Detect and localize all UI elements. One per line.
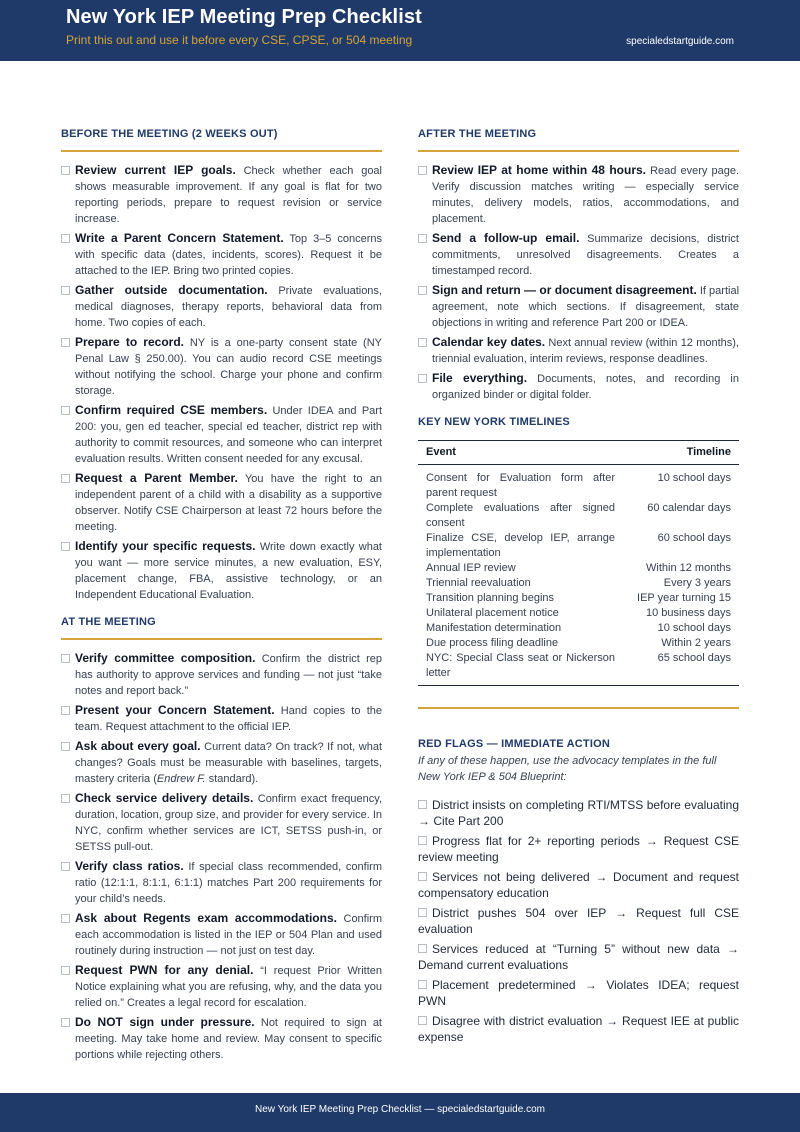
checklist-item-text: Current data? On track? If not, what changes? Goals must be measurable with baselines, targets, mastery criteria ( <box>75 741 382 785</box>
checklist-item-heading: Review current IEP goals. <box>75 163 236 177</box>
event-cell: Transition planning begins <box>426 592 555 604</box>
red-flag-text: Services reduced at “Turning 5” without new data → Demand current evaluations <box>418 942 739 972</box>
red-flag-text: District insists on completing RTI/MTSS before evaluating → Cite Part 200 <box>418 798 739 828</box>
event-cell: Due process filing deadline <box>426 637 559 649</box>
checklist-item-text: Documents, notes, and recording in organized binder or digital folder. <box>432 373 739 401</box>
red-flags-list <box>418 797 739 1045</box>
event-cell: Annual IEP review <box>426 562 516 574</box>
checklist-item-heading: Verify class ratios. <box>75 859 184 873</box>
timeline-cell: 65 school days <box>623 651 739 686</box>
event-cell: Finalize CSE, develop IEP, arrange implementation <box>426 532 615 559</box>
table-row <box>418 621 739 636</box>
section-divider <box>418 707 739 709</box>
red-flag-item <box>418 977 739 1009</box>
checklist-item <box>61 538 382 603</box>
section-divider <box>418 150 739 152</box>
checklist-item <box>61 1014 382 1063</box>
after-section-title: AFTER THE MEETING <box>418 128 537 140</box>
timeline-cell: 60 calendar days <box>647 502 731 514</box>
checklist-item-text: Next annual review (within 12 months), triennial evaluation, interim reviews, response deadlines. <box>432 337 739 365</box>
table-row <box>418 606 739 621</box>
event-cell: Consent for Evaluation form after parent request <box>426 472 615 499</box>
checkbox[interactable] <box>418 980 427 989</box>
checkbox[interactable] <box>61 862 70 871</box>
during-checklist <box>61 650 382 1063</box>
checklist-item <box>61 162 382 227</box>
checklist-item-heading: Sign and return — or document disagreement. <box>432 283 697 297</box>
checkbox[interactable] <box>418 374 427 383</box>
page-title: New York IEP Meeting Prep Checklist <box>66 6 422 28</box>
checkbox[interactable] <box>61 406 70 415</box>
checkbox[interactable] <box>418 944 427 953</box>
checklist-item-text: Summarize decisions, district commitments, unresolved disagreements. Creates a timestamped record. <box>432 233 739 277</box>
checklist-item-heading: Request PWN for any denial. <box>75 963 254 977</box>
left-column <box>61 128 382 1066</box>
before-checklist <box>61 162 382 603</box>
column-header-timeline: Timeline <box>623 441 739 465</box>
checkbox[interactable] <box>61 706 70 715</box>
checklist-item-text: Under IDEA and Part 200: you, gen ed teacher, special ed teacher, district rep with authority to commit resources, and someone who can interpret evaluation results. Written consent needed for any excusal. <box>75 405 382 465</box>
event-cell: Triennial reevaluation <box>426 577 531 589</box>
timelines-section-title: KEY NEW YORK TIMELINES <box>418 416 570 428</box>
footer-text: New York IEP Meeting Prep Checklist — specialedstartguide.com <box>255 1104 545 1115</box>
checklist-item <box>61 402 382 467</box>
checklist-item-text: Read every page. Verify discussion matches writing — especially service minutes, delivery models, ratios, accommodations, and placement. <box>432 165 739 225</box>
checklist-item-text: Confirm exact frequency, duration, location, group size, and provider for every service. In NYC, confirm whether services are ICT, SETSS push-in, or SETSS pull-out. <box>75 793 382 853</box>
red-flag-text: Placement predetermined → Violates IDEA; request PWN <box>418 978 739 1008</box>
checkbox[interactable] <box>61 1018 70 1027</box>
checklist-item-heading: Verify committee composition. <box>75 651 256 665</box>
checklist-item-heading: Review IEP at home within 48 hours. <box>432 163 647 177</box>
checkbox[interactable] <box>418 166 427 175</box>
checkbox[interactable] <box>61 286 70 295</box>
timeline-cell: 10 business days <box>646 607 731 619</box>
red-flag-text: Services not being delivered → Document and request compensatory education <box>418 870 739 900</box>
table-row <box>418 651 739 686</box>
checklist-item-text: Check whether each goal shows measurable improvement. If any goal is flat for two reporting periods, prepare to request revision or service increase. <box>75 165 382 225</box>
checklist-item <box>61 230 382 279</box>
timeline-cell: Within 12 months <box>646 562 731 574</box>
checklist-item <box>61 282 382 331</box>
after-checklist <box>418 162 739 403</box>
checklist-item-text: If partial agreement, note which sections. If disagreement, state objections in writing and reference Part 200 or IDEA. <box>432 285 740 329</box>
table-row <box>418 531 739 561</box>
checklist-item-heading: Check service delivery details. <box>75 791 254 805</box>
before-section-title: BEFORE THE MEETING (2 WEEKS OUT) <box>61 128 278 140</box>
event-cell: Complete evaluations after signed consent <box>426 502 615 529</box>
checkbox[interactable] <box>418 1016 427 1025</box>
timeline-cell: 10 school days <box>657 472 731 484</box>
checklist-item-text: Confirm the district rep has authority to approve services and funding — not just “take notes and report back.” <box>75 653 383 697</box>
checklist-item-heading: Calendar key dates. <box>432 335 546 349</box>
checkbox[interactable] <box>418 234 427 243</box>
checklist-item-text: Top 3–5 concerns with specific data (dates, incidents, scores). Request it be attached to the IEP. Bring two printed copies. <box>75 233 382 277</box>
timeline-cell: IEP year turning 15 <box>637 592 731 604</box>
checklist-item-heading: Write a Parent Concern Statement. <box>75 231 284 245</box>
checkbox[interactable] <box>61 474 70 483</box>
checklist-item-text: Hand copies to the team. Request attachment to the official IEP. <box>75 705 382 733</box>
checkbox[interactable] <box>418 836 427 845</box>
section-divider <box>61 150 382 152</box>
case-citation: Endrew F. <box>156 773 206 785</box>
section-divider <box>61 638 382 640</box>
checklist-item-heading: Send a follow-up email. <box>432 231 580 245</box>
checkbox[interactable] <box>418 338 427 347</box>
checkbox[interactable] <box>61 742 70 751</box>
page-footer <box>0 1093 800 1132</box>
checkbox[interactable] <box>61 338 70 347</box>
checkbox[interactable] <box>418 872 427 881</box>
checkbox[interactable] <box>61 794 70 803</box>
checklist-item <box>418 230 739 279</box>
table-row <box>418 561 739 576</box>
checkbox[interactable] <box>418 908 427 917</box>
checklist-item <box>418 282 739 331</box>
timelines-table-body <box>418 465 739 686</box>
red-flag-item <box>418 797 739 829</box>
page-header <box>0 0 800 61</box>
checklist-item <box>61 910 382 959</box>
red-flag-item <box>418 869 739 901</box>
during-section-title: AT THE MEETING <box>61 616 156 628</box>
checklist-item-heading: Do NOT sign under pressure. <box>75 1015 255 1029</box>
checklist-item <box>61 470 382 535</box>
checklist-item <box>418 334 739 367</box>
checklist-item <box>61 334 382 399</box>
table-row <box>418 576 739 591</box>
checkbox[interactable] <box>61 542 70 551</box>
checklist-item-text: NY is a one-party consent state (NY Penal Law § 250.00). You can audio record CSE meetings without notifying the school. Charge your phone and confirm storage. <box>75 337 383 397</box>
checklist-item <box>61 702 382 735</box>
table-row <box>418 465 739 502</box>
red-flag-item <box>418 905 739 937</box>
checklist-item-heading: Present your Concern Statement. <box>75 703 275 717</box>
table-row <box>418 636 739 651</box>
checklist-item-heading: Ask about every goal. <box>75 739 201 753</box>
checklist-item-text-tail: standard). <box>205 773 259 785</box>
checklist-item-heading: Gather outside documentation. <box>75 283 268 297</box>
checklist-item-text: If special class recommended, confirm ratio (12:1:1, 8:1:1, 6:1:1) matches Part 200 requirements for your child’s needs. <box>75 861 382 905</box>
checklist-item <box>61 858 382 907</box>
column-header-event: Event <box>418 441 623 465</box>
checklist-item-heading: Identify your specific requests. <box>75 539 256 553</box>
timeline-cell: Every 3 years <box>663 577 731 589</box>
red-flag-text: District pushes 504 over IEP → Request full CSE evaluation <box>418 906 739 936</box>
red-flag-text: Disagree with district evaluation → Request IEE at public expense <box>418 1014 739 1044</box>
checklist-item <box>61 738 382 787</box>
checklist-item-text: Private evaluations, medical diagnoses, therapy reports, behavioral data from home. Two copies of each. <box>75 285 382 329</box>
checklist-item <box>61 650 382 699</box>
event-cell: Unilateral placement notice <box>426 607 559 619</box>
table-row <box>418 591 739 606</box>
table-row <box>418 501 739 531</box>
checklist-item-text: “I request Prior Written Notice explaining what you are refusing, why, and the data you relied on.” Creates a legal record for escalation. <box>75 965 383 1009</box>
checklist-item <box>418 162 739 227</box>
header-site-link[interactable]: specialedstartguide.com <box>626 36 734 47</box>
timeline-cell: Within 2 years <box>661 637 731 649</box>
checklist-item-heading: File everything. <box>432 371 528 385</box>
timelines-table <box>418 440 739 686</box>
checklist-item-text: Write down exactly what you want — more service minutes, a new evaluation, ESY, placement change, FBA, assistive technology, or an Independent Educational Evaluation. <box>75 541 382 601</box>
checkbox[interactable] <box>61 914 70 923</box>
checklist-item-text: Confirm each accommodation is listed in the IEP or 504 Plan and used routinely during instruction — not just on test day. <box>75 913 383 957</box>
checklist-item-heading: Request a Parent Member. <box>75 471 238 485</box>
red-flag-item <box>418 941 739 973</box>
checklist-item-heading: Confirm required CSE members. <box>75 403 268 417</box>
timeline-cell: 60 school days <box>657 532 731 544</box>
checkbox[interactable] <box>61 166 70 175</box>
red-flag-text: Progress flat for 2+ reporting periods → Request CSE review meeting <box>418 834 739 864</box>
checklist-item-heading: Prepare to record. <box>75 335 184 349</box>
checklist-item-text: You have the right to an independent parent of a child with a disability as a supportive observer. Notify CSE Chairperson at least 72 hours before the meeting. <box>75 473 383 533</box>
table-header-row <box>418 441 739 465</box>
event-cell: NYC: Special Class seat or Nickerson letter <box>418 651 623 686</box>
checklist-item <box>61 790 382 855</box>
red-flag-item <box>418 833 739 865</box>
checkbox[interactable] <box>61 234 70 243</box>
checklist-item <box>418 370 739 403</box>
checkbox[interactable] <box>61 654 70 663</box>
checklist-item-text: Not required to sign at meeting. May take home and review. May consent to specific portions while rejecting others. <box>75 1017 382 1061</box>
red-flags-intro: If any of these happen, use the advocacy templates in the full New York IEP & 504 Blueprint: <box>418 755 717 783</box>
checklist-item <box>61 962 382 1011</box>
red-flag-item <box>418 1013 739 1045</box>
timeline-cell: 10 school days <box>657 622 731 634</box>
page-subtitle: Print this out and use it before every CSE, CPSE, or 504 meeting <box>66 33 413 47</box>
checkbox[interactable] <box>418 800 427 809</box>
right-column <box>418 128 739 1049</box>
checkbox[interactable] <box>61 966 70 975</box>
checkbox[interactable] <box>418 286 427 295</box>
checklist-item-heading: Ask about Regents exam accommodations. <box>75 911 337 925</box>
event-cell: Manifestation determination <box>426 622 562 634</box>
red-flags-section-title: RED FLAGS — IMMEDIATE ACTION <box>418 738 610 750</box>
